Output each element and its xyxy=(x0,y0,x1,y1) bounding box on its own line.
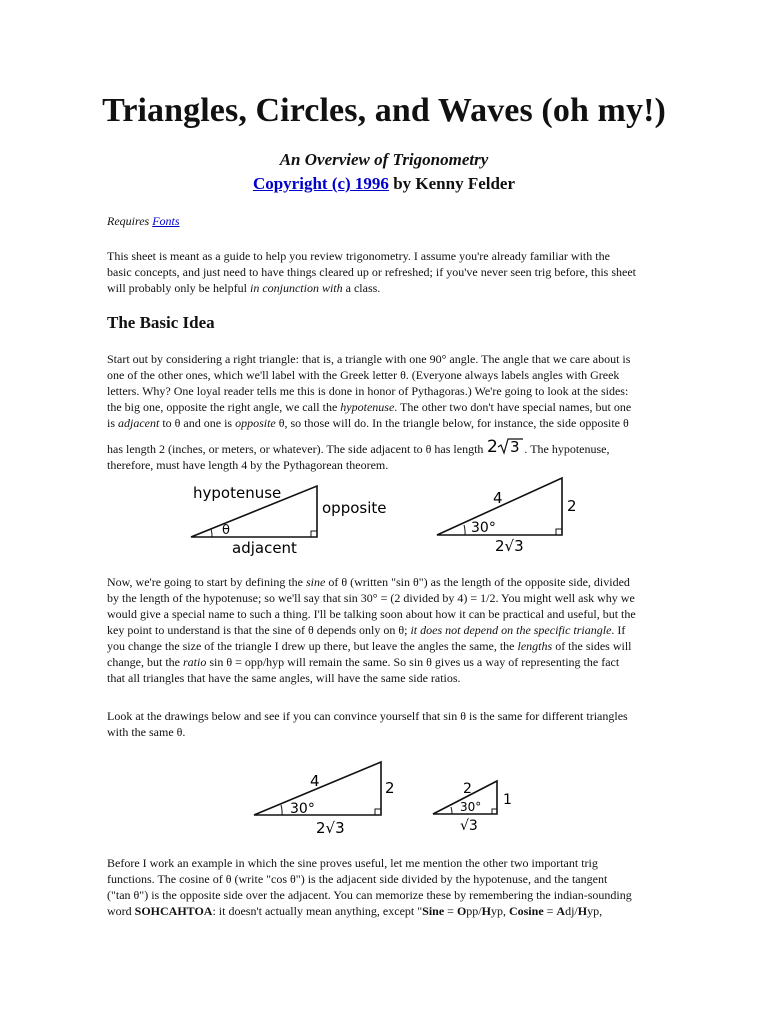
text-run: will probably only be helpful xyxy=(107,281,247,295)
para-line: with the same θ. xyxy=(107,725,186,739)
sine-paragraph xyxy=(107,574,663,686)
emphasis: hypotenuse xyxy=(340,400,395,414)
hypotenuse-length: 2 xyxy=(463,781,472,797)
text-run: θ, so those will do. In the triangle below, for instance, the side opposite θ xyxy=(278,416,629,430)
para-line xyxy=(107,622,663,638)
text-run: word xyxy=(107,904,132,918)
text-run: . The other two don't have special names, but one xyxy=(394,400,632,414)
two-root-three-inline-image xyxy=(486,437,524,455)
hypotenuse-length: 4 xyxy=(310,772,320,790)
intro-line: This sheet is meant as a guide to help you review trigonometry. I assume you're already familiar with the xyxy=(107,249,610,263)
para-line: Start out by considering a right triangle: that is, a triangle with one 90° angle. The angle that we care about is xyxy=(107,352,631,366)
right-angle-marker xyxy=(311,531,317,537)
text-run: sin θ = opp/hyp will remain the same. So sin θ gives us a way of representing the fact xyxy=(209,655,620,669)
intro-paragraph xyxy=(107,248,663,296)
adjacent-length: √3 xyxy=(460,818,478,834)
para-line: would give a special name to such a thing. I'll be talking soon about how it can be practical and useful, but the xyxy=(107,607,636,621)
triangle-diagram-numeric xyxy=(435,475,585,555)
copyright-link[interactable]: Copyright (c) 1996 xyxy=(252,174,389,193)
emphasis: sine xyxy=(306,575,326,589)
para-line xyxy=(107,437,663,457)
adjacent-length: 2√3 xyxy=(495,537,524,555)
bold-run: A xyxy=(556,904,566,918)
emphasis: it does not depend on the specific triangle xyxy=(410,623,612,637)
para-line xyxy=(107,638,663,654)
text-run: of the sides will xyxy=(555,639,632,653)
para-line: one of the other ones, which we'll label with the Greek letter θ. (Everyone always labels angles with Greek xyxy=(107,368,620,382)
para-line: Look at the drawings below and see if you can convince yourself that sin θ is the same for different triangles xyxy=(107,709,628,723)
opposite-length: 2 xyxy=(567,497,577,515)
text-run: = xyxy=(543,904,557,918)
angle-arc xyxy=(281,805,282,815)
bold-run: Cosine xyxy=(508,904,544,918)
requires-line xyxy=(107,214,180,229)
svg-text:2: 2 xyxy=(487,437,499,455)
para-line xyxy=(107,399,663,415)
fonts-link[interactable]: Fonts xyxy=(152,214,180,228)
basic-paragraph xyxy=(107,351,663,473)
hypotenuse-label: hypotenuse xyxy=(193,484,282,502)
triangle-diagram-small xyxy=(430,776,520,836)
author: by Kenny Felder xyxy=(393,174,516,193)
emphasis: opposite xyxy=(235,416,276,430)
page-title: Triangles, Circles, and Waves (oh my!) xyxy=(102,92,666,129)
subtitle: An Overview of Trigonometry xyxy=(279,150,489,169)
para-line xyxy=(107,654,663,670)
para-line xyxy=(107,903,663,919)
intro-line: basic concepts, and just need to have things cleared up or refreshed; if you've never seen trig before, this sheet xyxy=(107,265,636,279)
opposite-length: 1 xyxy=(503,792,512,808)
emphasis: adjacent xyxy=(118,416,160,430)
sohcahtoa-word: SOHCAHTOA xyxy=(134,904,213,918)
text-run: dj/ xyxy=(565,904,578,918)
theta-label: θ xyxy=(222,523,230,538)
text-run: to θ and one is xyxy=(162,416,233,430)
adjacent-label: adjacent xyxy=(232,539,297,556)
adjacent-length: 2√3 xyxy=(316,819,345,837)
para-line: that all triangles that have the same angles, will have the same side ratios. xyxy=(107,671,461,685)
hypotenuse-length: 4 xyxy=(493,489,503,507)
text-run: yp, xyxy=(587,904,603,918)
text-run: is xyxy=(107,416,116,430)
para-line: ("tan θ") is the opposite side over the adjacent. You can memorize these by remembering the indian-sounding xyxy=(107,888,632,902)
angle-arc xyxy=(211,529,212,537)
text-run: a class. xyxy=(345,281,381,295)
bold-run: H xyxy=(577,904,588,918)
angle-label: 30° xyxy=(471,520,496,536)
angle-arc xyxy=(464,525,465,535)
bold-run: Sine xyxy=(422,904,445,918)
emphasis: lengths xyxy=(517,639,553,653)
para-line xyxy=(107,574,663,590)
text-run: pp/ xyxy=(466,904,482,918)
right-angle-marker xyxy=(375,809,381,815)
para-line: therefore, must have length 4 by the Pythagorean theorem. xyxy=(107,458,389,472)
text-run: yp, xyxy=(490,904,509,918)
angle-label: 30° xyxy=(460,800,482,814)
para-line xyxy=(107,415,663,431)
angle-arc xyxy=(451,807,452,814)
emphasis: ratio xyxy=(182,655,207,669)
opposite-label: opposite xyxy=(322,499,387,517)
text-run: = xyxy=(444,904,457,918)
bold-run: H xyxy=(481,904,491,918)
para-line: by the length of the hypotenuse; so we'll say that sin 30° = (2 divided by 4) = 1/2. You might well ask why we xyxy=(107,591,635,605)
para-line: functions. The cosine of θ (write "cos θ") is the adjacent side divided by the hypotenuse, and the tangent xyxy=(107,872,608,886)
text-run: of θ (written "sin θ") as the length of the opposite side, divided xyxy=(328,575,630,589)
look-paragraph xyxy=(107,708,663,740)
text-run: you change the size of the triangle I drew up there, but leave the angles the same, the xyxy=(107,639,515,653)
para-line: letters. Why? One loyal reader tells me this is done in honor of Pythagoras.) We're going to look at the sides: xyxy=(107,384,629,398)
svg-text:3: 3 xyxy=(510,438,520,455)
text-run: . The hypotenuse, xyxy=(524,442,610,456)
right-angle-marker xyxy=(556,529,562,535)
copyright-line xyxy=(0,174,768,194)
intro-line xyxy=(107,280,663,296)
text-run: : it doesn't actually mean anything, except " xyxy=(212,904,423,918)
text-run: change, but the xyxy=(107,655,180,669)
section-heading: The Basic Idea xyxy=(107,313,215,332)
angle-label: 30° xyxy=(290,801,315,817)
cosine-paragraph xyxy=(107,855,663,919)
para-line: Before I work an example in which the sine proves useful, let me mention the other two important trig xyxy=(107,856,598,870)
bold-run: O xyxy=(456,904,467,918)
triangle-diagram-large xyxy=(250,758,400,838)
text-run: has length 2 (inches, or meters, or whatever). The side adjacent to θ has length xyxy=(107,442,484,456)
text-run: Now, we're going to start by defining the xyxy=(107,575,304,589)
text-run: key point to understand is that the sine of θ depends only on θ; xyxy=(107,623,408,637)
opposite-length: 2 xyxy=(385,779,395,797)
emphasis: in conjunction with xyxy=(249,281,343,295)
text-run: the big one, opposite the right angle, we call the xyxy=(107,400,338,414)
text-run: . If xyxy=(611,623,626,637)
requires-label: Requires xyxy=(107,214,150,228)
triangle-diagram-labeled xyxy=(188,478,388,556)
